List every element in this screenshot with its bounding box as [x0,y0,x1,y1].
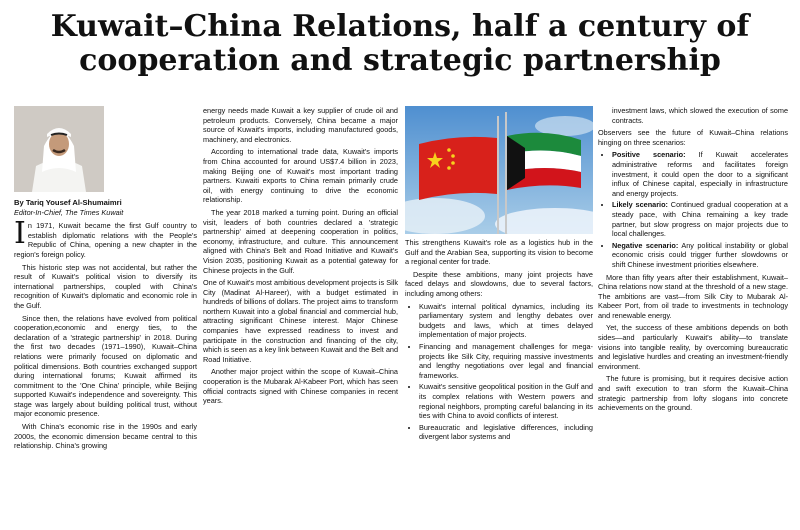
scenario-text: Any political instability or global economic crisis could trigger further slowdowns or shift Chinese investment priorities elsewhere. [612,240,788,269]
scenario-text: Continued gradual cooperation at a steady pace, with China remaining a key trade partner, but slow progress on major projects due to local challenges. [612,200,788,239]
lead-text: n 1971, Kuwait became the first Gulf country to establish diplomatic relations with the People's Republic of China, opening a new chapter in the region's foreign policy. [14,221,197,259]
col4-continuation: investment laws, which slowed the execution of some contracts. [612,106,788,125]
col1-paragraph: With China's economic rise in the 1990s and early 2000s, the economic dimension became central to this relationship. China's growing [14,422,197,451]
china-kuwait-flags-illustration [405,106,593,234]
list-item [612,241,788,270]
list-item [612,150,788,198]
col1-paragraph: This historic step was not accidental, but rather the result of Kuwait's political vision to diversify its international partnerships, coupled with China's recognition of Kuwait's diplomatic and economic role in the Gulf. [14,262,197,310]
col2-paragraph: energy needs made Kuwait a key supplier of crude oil and petroleum products. Conversely, China became a major source of Kuwait's imports, including manufactured goods, machinery, and electronics. [203,106,398,144]
list-item: • Kuwait's sensitive geopolitical position in the Gulf and its complex relations with Western powers and regional neighbors, prompting careful balancing in its ties with China to avoid conflicts of interest. [419,382,593,420]
author-portrait-image [14,106,104,192]
col4-paragraph: The future is promising, but it requires decisive action and swift execution to tran sform the Kuwait–China strategic partnership from lofty slogans into concrete achievements on the ground. [598,374,788,413]
scenario-text: If Kuwait accelerates administrative reforms and facilitates foreign investment, it could open the door to a significant influx of Chinese capital, especially in infrastructure and energy projects. [612,150,788,198]
col2-paragraph: The year 2018 marked a turning point. During an official visit, leaders of both countries declared a 'strategic partnership' aimed at deepening cooperation in politics, economy, infrastructure, and culture. This announcement aligned with China's Belt and Road Initiative and Kuwait's Vision 2035, positioning Kuwait as a potential gateway for Chinese projects in the Gulf. [203,207,398,275]
scenarios-list [598,150,788,269]
col2-paragraph: Another major project within the scope of Kuwait–China cooperation is the Mubarak Al-Kabeer Port, which has seen official contracts signed with Chinese companies in recent years. [203,367,398,406]
list-item [612,200,788,238]
factors-list [405,302,593,442]
author-photo [14,106,104,192]
scenario-label: Negative scenario: [612,240,679,250]
scenario-label: Positive scenario: [612,150,686,160]
col3-paragraph: This strengthens Kuwait's role as a logistics hub in the Gulf and the Arabian Sea, supporting its vision to become a regional center for trade. [405,238,593,267]
headline: Kuwait–China Relations, half a century of cooperation and strategic partnership [50,9,750,78]
column-2 [203,106,398,409]
lead-paragraph [14,216,197,259]
column-4 [598,106,788,416]
col4-paragraph: Yet, the success of these ambitions depends on both sides—and particularly Kuwait's ability—to translate visions into tangible reality, by overcoming bureaucratic and legislative hurdles and creating an investment-friendly environment. [598,323,788,371]
scenario-label: Likely scenario: [612,200,668,210]
list-item: • Bureaucratic and legislative differences, including divergent labor systems and [419,423,593,442]
drop-cap: I [14,216,26,252]
list-item: • Financing and management challenges for mega-projects like Silk City, requiring massive investments and lengthy negotiations over legal and financial frameworks. [419,342,593,380]
flags-image [405,106,593,234]
col4-paragraph: More than fifty years after their establishment, Kuwait–China relations now stand at the threshold of a new stage. The ambitions are vast—from Silk City to Mubarak Al-Kabeer Port, from oil trade to investments in technology and renewable energy. [598,272,788,320]
col4-intro: Observers see the future of Kuwait–China relations hinging on three scenarios: [598,128,788,147]
author-role: Editor-In-Chief, The Times Kuwait [14,207,124,217]
col3-paragraph: Despite these ambitions, many joint projects have faced delays and slowdowns, due to several factors, including among others: [405,269,593,298]
col2-paragraph: According to international trade data, Kuwait's imports from China accounted for around US$7.4 billion in 2023, making Beijing one of Kuwait's most important trading partners. Kuwaiti exports to China remain primarily crude oil, with energy continuing to drive the economic relationship. [203,147,398,205]
column-1 [14,106,197,454]
column-3 [405,238,593,445]
col2-paragraph: One of Kuwait's most ambitious development projects is Silk City (Madinat Al-Hareer), with a budget estimated in hundreds of billions of dollars. The project aims to transform northern Kuwait into a global financial and commercial hub, attracting significant Chinese interest. Major Chinese companies have expressed readiness to invest and participate in the construction and financing of the city, which is seen as a key link between Kuwait and the Belt and Road Initiative. [203,278,398,364]
author-name: By Tariq Yousef Al-Shumaimri [14,198,122,207]
col1-paragraph: Since then, the relations have evolved from political cooperation,economic and energy ties, to the declaration of a 'strategic partnership' in 2018. During the first two decades (1971–1990), Kuwait–China relations were primarily focused on diplomatic and political dimensions. Both countries exchanged support during international forums; Kuwait affirmed its commitment to the 'One China' principle, while Beijing supported Kuwait's independence and sovereignty. This stage was largely about building political trust, without major economic presence. [14,313,197,419]
list-item: • Kuwait's internal political dynamics, including its parliamentary system and lengthy debates over budgets and laws, which at times delayed implementation of major projects. [419,302,593,340]
